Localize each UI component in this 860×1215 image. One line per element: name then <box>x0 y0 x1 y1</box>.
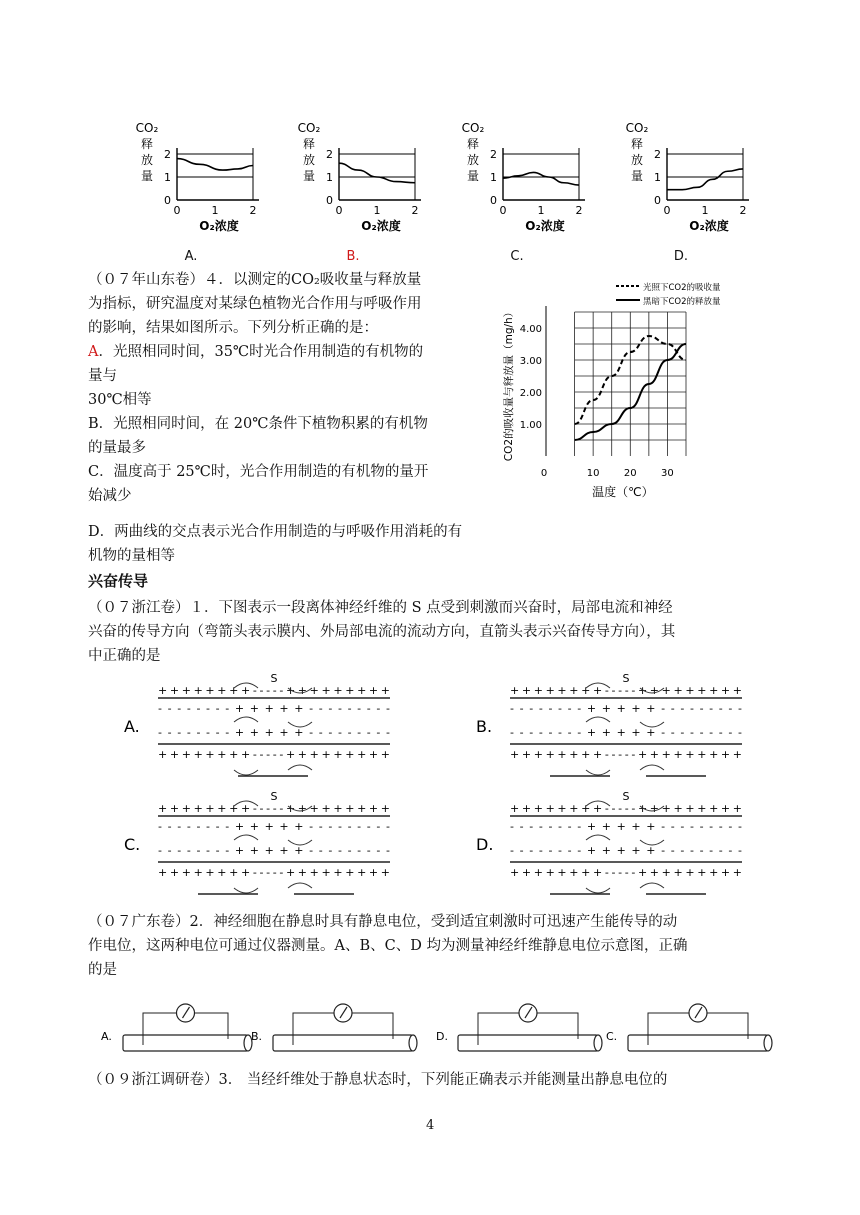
current-arrow <box>640 883 664 888</box>
question-2 <box>88 910 788 982</box>
meter-panel <box>251 1004 417 1051</box>
nerve-panel <box>124 672 390 776</box>
temp-x-tick: 10 <box>586 468 600 479</box>
co2-option-letter: B. <box>346 249 360 264</box>
q2-line2: 作电位，这两种电位可通过仪器测量。A、B、C、D 均为测量神经纤维静息电位示意图，正确 <box>88 938 688 954</box>
charge-row: - - - - - - - - + + + + + - - - - - - - - - <box>158 844 390 857</box>
fiber-tube <box>628 1035 768 1051</box>
co2-y-tick: 0 <box>164 194 171 207</box>
q1-line3: 中正确的是 <box>88 648 161 664</box>
charge-row: - - - - - - - - + + + + + - - - - - - - - - <box>158 702 390 715</box>
co2-curve <box>503 172 579 185</box>
question-3 <box>88 1068 788 1092</box>
charge-row: + + + + + + + + - - - - - + + + + + + + + + <box>158 866 390 879</box>
co2-panels <box>125 118 785 268</box>
temp-y-tick: 3.00 <box>519 356 542 367</box>
nerve-panels-svg <box>118 670 758 895</box>
fiber-end <box>409 1035 417 1051</box>
co2-curve <box>339 163 415 183</box>
charge-row: - - - - - - - - + + + + + - - - - - - - - - <box>158 726 390 739</box>
co2-panel <box>626 121 749 264</box>
co2-x-tick: 0 <box>499 204 507 217</box>
nerve-panel <box>124 790 390 894</box>
q1-line1: （０７浙江卷）１．下图表示一段离体神经纤维的 S 点受到刺激而兴奋时，局部电流和神经 <box>88 600 673 616</box>
co2-y-label: 释 <box>466 137 480 151</box>
charge-row: + + + + + + + + - - - - - + + + + + + + + + <box>158 802 390 815</box>
temperature-chart <box>498 276 721 511</box>
co2-x-tick: 1 <box>211 204 219 217</box>
co2-y-label: 量 <box>140 169 154 183</box>
meter-panel <box>101 1004 252 1051</box>
charge-row: + + + + + + + + - - - - - + + + + + + + + + <box>510 802 742 815</box>
stimulus-point: S <box>270 790 278 803</box>
fiber-tube <box>458 1035 598 1051</box>
current-arrow <box>288 883 312 888</box>
q3-line1: （０９浙江调研卷）3． 当经纤维处于静息状态时，下列能正确表示并能测量出静息电位的 <box>88 1072 668 1088</box>
q4-option-a-text: ．光照相同时间，35℃时光合作用制造的有机物的 <box>98 344 424 360</box>
stimulus-point: S <box>622 790 630 803</box>
fiber-tube <box>273 1035 413 1051</box>
co2-x-tick: 1 <box>537 204 545 217</box>
q4-option-c: C．温度高于 25℃时，光合作用制造的有机物的量开 <box>88 464 429 480</box>
co2-y-label: CO₂ <box>461 121 485 135</box>
co2-y-label: 量 <box>302 169 316 183</box>
co2-curve <box>177 159 253 171</box>
question-1 <box>88 596 788 668</box>
q4-line3: 的影响，结果如图所示。下列分析正确的是： <box>88 320 378 336</box>
co2-x-tick: 0 <box>663 204 671 217</box>
meter-panels <box>95 995 795 1065</box>
co2-x-label: O₂浓度 <box>525 219 565 233</box>
co2-y-tick: 0 <box>326 194 333 207</box>
q4-option-d <box>88 520 588 568</box>
q4-option-b: B．光照相同时间，在 20℃条件下植物积累的有机物 <box>88 416 428 432</box>
question-4 <box>88 268 498 508</box>
co2-y-tick: 0 <box>490 194 497 207</box>
co2-x-tick: 2 <box>575 204 583 217</box>
co2-y-tick: 2 <box>164 148 171 161</box>
fiber-tube <box>123 1035 248 1051</box>
co2-panel <box>298 121 421 264</box>
temp-y-label: CO2的吸收量与释放量（mg/h） <box>503 306 515 462</box>
charge-row: + + + + + + + + - - - - - + + + + + + + + + <box>510 748 742 761</box>
co2-y-label: CO₂ <box>135 121 159 135</box>
co2-curve <box>667 169 743 190</box>
co2-y-label: 放 <box>302 153 316 167</box>
fiber-end <box>764 1035 772 1051</box>
co2-y-tick: 1 <box>490 171 497 184</box>
q1-line2: 兴奋的传导方向（弯箭头表示膜内、外局部电流的流动方向，直箭头表示兴奋传导方向），其 <box>88 624 676 640</box>
co2-y-label: 放 <box>466 153 480 167</box>
charge-row: - - - - - - - - + + + + + - - - - - - - - - <box>510 702 742 715</box>
q4-option-a: A．光照相同时间，35℃时光合作用制造的有机物的 <box>88 340 498 364</box>
current-arrow <box>586 888 610 893</box>
current-arrow <box>586 770 610 775</box>
temp-x-tick: 20 <box>623 468 637 479</box>
current-arrow <box>234 835 258 840</box>
stimulus-point: S <box>622 672 630 685</box>
co2-x-tick: 2 <box>411 204 419 217</box>
charge-row: + + + + + + + + - - - - - + + + + + + + + + <box>158 748 390 761</box>
temp-x-tick: 30 <box>661 468 674 479</box>
meter-letter: C. <box>606 1030 618 1043</box>
q4-option-d-2: 机物的量相等 <box>88 548 175 564</box>
co2-x-tick: 2 <box>249 204 257 217</box>
co2-x-label: O₂浓度 <box>199 219 239 233</box>
co2-x-label: O₂浓度 <box>361 219 401 233</box>
nerve-letter: D. <box>476 835 494 854</box>
current-arrow <box>586 835 610 840</box>
co2-x-tick: 0 <box>335 204 343 217</box>
co2-y-tick: 2 <box>326 148 333 161</box>
meter-panel <box>436 1004 602 1051</box>
nerve-panels <box>118 670 758 895</box>
co2-y-tick: 1 <box>654 171 661 184</box>
current-arrow <box>234 717 258 722</box>
temp-x-label: 温度（℃） <box>592 485 654 499</box>
co2-x-tick: 1 <box>373 204 381 217</box>
co2-y-label: 放 <box>140 153 154 167</box>
q2-line1: （０７广东卷）2．神经细胞在静息时具有静息电位，受到适宜刺激时可迅速产生能传导的动 <box>88 914 678 930</box>
co2-y-label: 释 <box>302 137 316 151</box>
fiber-end <box>594 1035 602 1051</box>
nerve-panel <box>476 672 742 776</box>
charge-row: - - - - - - - - + + + + + - - - - - - - - - <box>510 844 742 857</box>
co2-option-letter: C. <box>510 249 524 264</box>
co2-y-tick: 0 <box>654 194 661 207</box>
co2-x-tick: 0 <box>173 204 181 217</box>
co2-y-label: CO₂ <box>625 121 649 135</box>
q4-option-c-2: 始减少 <box>88 488 132 504</box>
co2-panel <box>462 121 585 264</box>
meter-letter: B. <box>251 1030 263 1043</box>
co2-x-tick: 2 <box>739 204 747 217</box>
meter-letter: D. <box>436 1030 448 1043</box>
nerve-letter: B. <box>476 717 493 736</box>
charge-row: - - - - - - - - + + + + + - - - - - - - - - <box>510 820 742 833</box>
co2-panel <box>136 121 259 264</box>
co2-option-letter: A. <box>184 249 198 264</box>
q4-option-a-2: 量与 <box>88 368 117 384</box>
q4-line1: （０７年山东卷）４．以测定的CO₂吸收量与释放量 <box>88 272 422 288</box>
nerve-letter: A. <box>124 717 140 736</box>
q4-option-b-2: 的量最多 <box>88 440 146 456</box>
temp-y-tick: 4.00 <box>519 324 542 335</box>
meter-panels-svg <box>95 995 795 1065</box>
temp-y-tick: 2.00 <box>519 388 542 399</box>
current-arrow <box>640 765 664 770</box>
co2-y-label: 放 <box>630 153 644 167</box>
temp-y-tick: 1.00 <box>519 420 542 431</box>
charge-row: - - - - - - - - + + + + + - - - - - - - - - <box>510 726 742 739</box>
stimulus-point: S <box>270 672 278 685</box>
co2-y-tick: 2 <box>654 148 661 161</box>
q4-line2: 为指标，研究温度对某绿色植物光合作用与呼吸作用 <box>88 296 422 312</box>
current-arrow <box>234 770 258 775</box>
co2-panels-svg <box>125 118 785 268</box>
meter-panel <box>606 1004 772 1051</box>
co2-option-letter: D. <box>673 249 689 264</box>
co2-x-tick: 1 <box>701 204 709 217</box>
co2-y-label: CO₂ <box>297 121 321 135</box>
meter-letter: A. <box>101 1030 112 1043</box>
q4-option-a-3: 30℃相等 <box>88 392 152 408</box>
co2-y-label: 释 <box>140 137 154 151</box>
temp-x-tick: 0 <box>540 468 548 479</box>
co2-y-tick: 1 <box>326 171 333 184</box>
co2-y-label: 量 <box>466 169 480 183</box>
co2-y-tick: 2 <box>490 148 497 161</box>
charge-row: - - - - - - - - + + + + + - - - - - - - - - <box>158 820 390 833</box>
charge-row: + + + + + + + + - - - - - + + + + + + + + + <box>510 866 742 879</box>
charge-row: + + + + + + + + - - - - - + + + + + + + + + <box>510 684 742 697</box>
co2-y-label: 释 <box>630 137 644 151</box>
current-arrow <box>586 717 610 722</box>
temperature-chart-svg <box>498 276 721 511</box>
q2-line3: 的是 <box>88 962 117 978</box>
temp-legend-label: 光照下CO2的吸收量 <box>643 283 721 293</box>
current-arrow <box>234 888 258 893</box>
page-number: 4 <box>426 1118 435 1133</box>
charge-row: + + + + + + + + - - - - - + + + + + + + + + <box>158 684 390 697</box>
co2-x-label: O₂浓度 <box>689 219 729 233</box>
nerve-letter: C. <box>124 835 141 854</box>
section-title: 兴奋传导 <box>88 572 149 590</box>
q4-option-d-1: D．两曲线的交点表示光合作用制造的与呼吸作用消耗的有 <box>88 524 463 540</box>
co2-y-tick: 1 <box>164 171 171 184</box>
co2-y-label: 量 <box>630 169 644 183</box>
current-arrow <box>288 765 312 770</box>
temp-legend-label: 黑暗下CO2的释放量 <box>643 297 721 307</box>
nerve-panel <box>476 790 742 894</box>
